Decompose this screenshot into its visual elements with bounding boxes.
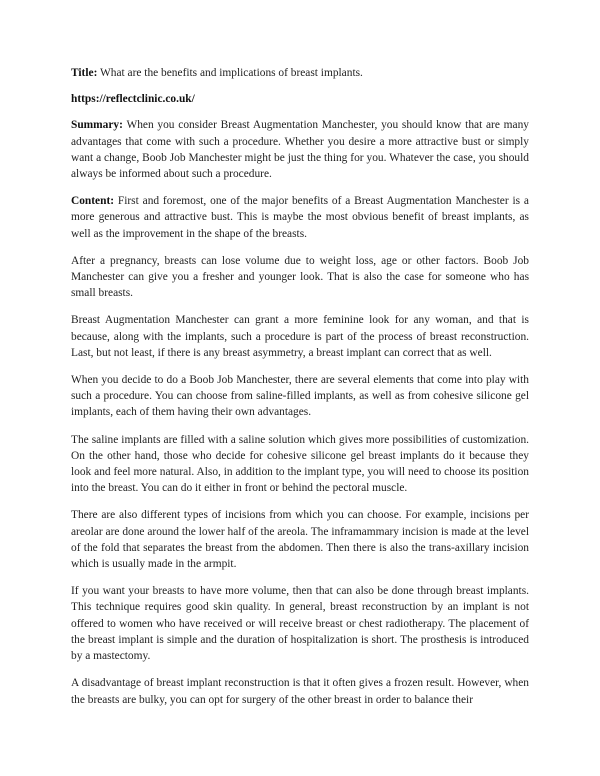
document-body: [71, 65, 529, 719]
content-text: First and foremost, one of the major benefits of a Breast Augmentation Manchester is a more generous and attractive bust. This is maybe the most obvious benefit of breast implants, as well as the improvement in the shape of the breasts.: [71, 195, 529, 240]
title-line: [71, 65, 529, 81]
source-url: https://reflectclinic.co.uk/: [71, 93, 195, 106]
body-paragraph: A disadvantage of breast implant reconstruction is that it often gives a frozen result. However, when the breasts are bulky, you can opt for surgery of the other breast in order to balance their: [71, 677, 529, 706]
body-paragraph: After a pregnancy, breasts can lose volume due to weight loss, age or other factors. Boob Job Manchester can give you a fresher and younger look. That is also the case for someone who has small breasts.: [71, 254, 529, 300]
body-paragraph: The saline implants are filled with a saline solution which gives more possibilities of customization. On the other hand, those who decide for cohesive silicone gel breast implants do it because they look and feel more natural. Also, in addition to the implant type, you will need to choose its position into the breast. You can do it either in front or behind the pectoral muscle.: [71, 433, 529, 495]
url-line: [71, 91, 529, 107]
content-paragraph: [71, 193, 529, 242]
title-text: What are the benefits and implications of breast implants.: [100, 67, 363, 79]
summary-text: When you consider Breast Augmentation Manchester, you should know that are many advantages that come with such a procedure. Whether you desire a more attractive bust or simply want a change, Boob Job Manchester might be just the thing for you. Whatever the case, you should always be informed about such a procedure.: [71, 119, 529, 181]
summary-label: Summary:: [71, 119, 123, 132]
body-paragraph: If you want your breasts to have more volume, then that can also be done through breast implants. This technique requires good skin quality. In general, breast reconstruction by an implant is not offered to women who have received or will receive breast or chest radiotherapy. The placement of the breast implant is simple and the duration of hospitalization is short. The prosthesis is introduced by a mastectomy.: [71, 585, 529, 663]
content-label: Content:: [71, 195, 115, 208]
title-label: Title:: [71, 67, 98, 79]
body-paragraph: When you decide to do a Boob Job Manchester, there are several elements that come into play with such a procedure. You can choose from saline-filled implants, as well as from cohesive silicone gel implants, each of them having their own advantages.: [71, 374, 529, 419]
body-paragraph: There are also different types of incisions from which you can choose. For example, incisions per areolar are done around the lower half of the areola. The inframammary incision is made at the level of the fold that separates the breast from the abdomen. Then there is also the trans-axillary incision which is usually made in the armpit.: [71, 509, 529, 571]
body-paragraph: Breast Augmentation Manchester can grant a more feminine look for any woman, and that is because, along with the implants, such a procedure is part of the process of breast reconstruction. Last, but not least, if there is any breast asymmetry, a breast implant can correct that as well.: [71, 314, 529, 359]
summary-paragraph: [71, 117, 529, 182]
